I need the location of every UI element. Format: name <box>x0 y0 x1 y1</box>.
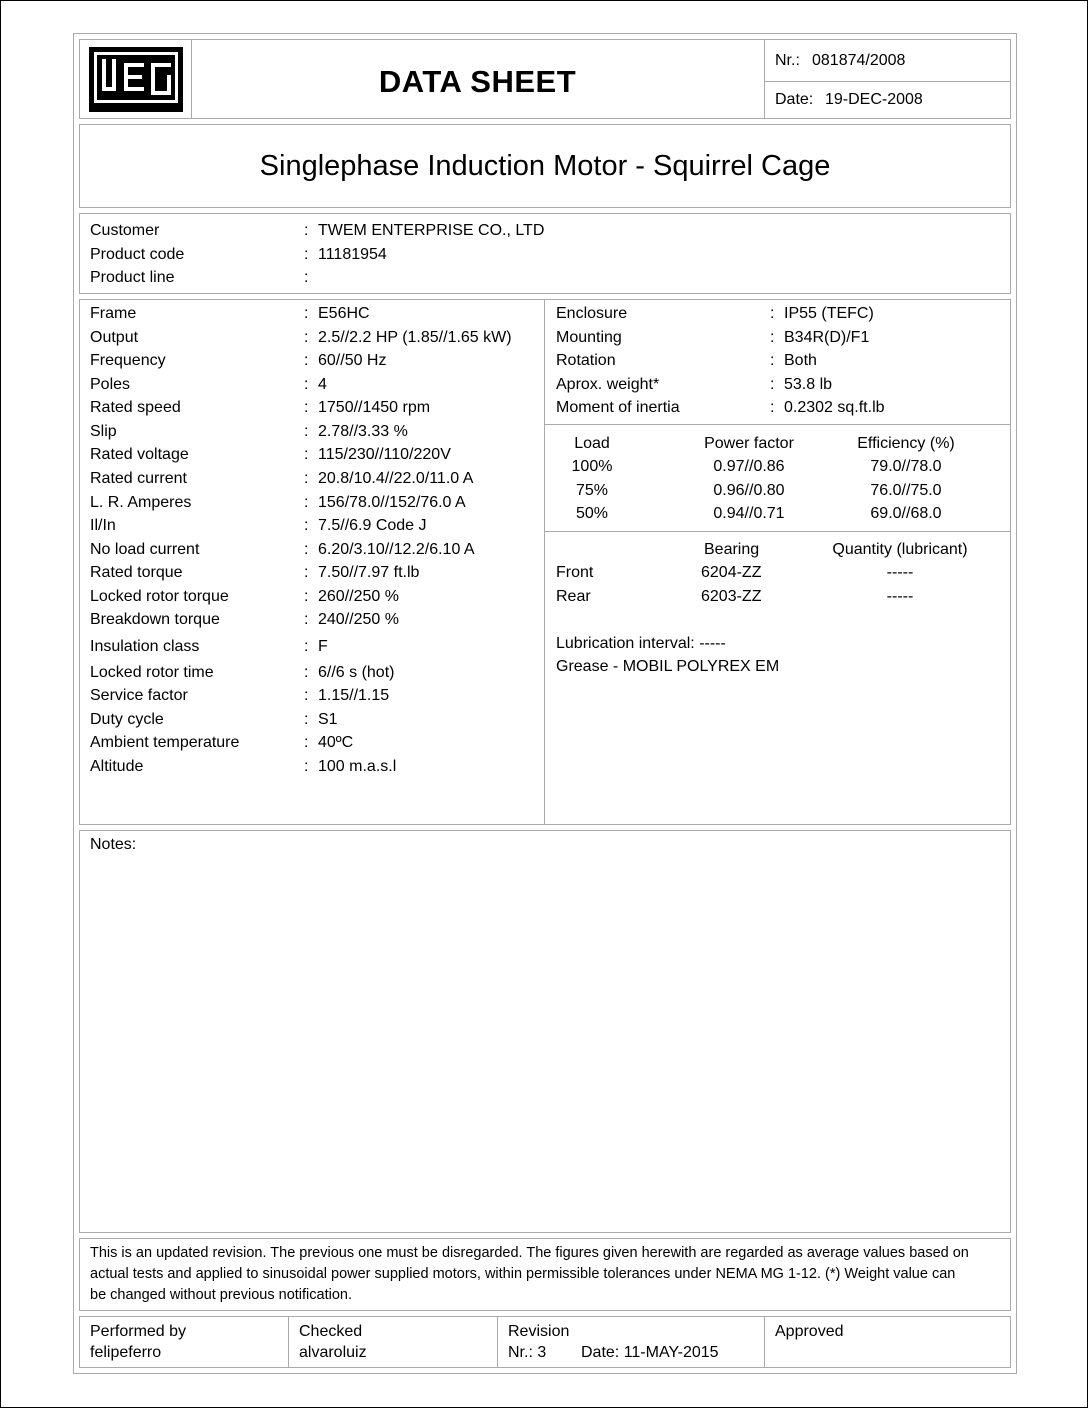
bearing-position: Rear <box>556 587 591 605</box>
load-table-cell: 79.0//78.0 <box>870 458 942 475</box>
customer-field-label: Product code <box>90 245 185 263</box>
spec-value: 60//50 Hz <box>318 352 387 369</box>
spec-label: Frame <box>90 305 137 322</box>
performed-by-value: felipeferro <box>90 1344 162 1361</box>
grease-type: Grease - MOBIL POLYREX EM <box>556 658 780 675</box>
spec-label: Rated voltage <box>90 446 189 463</box>
spec-label: No load current <box>90 541 200 558</box>
spec-value: 6.20/3.10//12.2/6.10 A <box>318 541 475 558</box>
spec-label: Rated torque <box>90 564 183 581</box>
separator: : <box>770 328 775 346</box>
separator: : <box>304 305 309 322</box>
spec-value: IP55 (TEFC) <box>784 305 874 322</box>
separator: : <box>304 494 309 511</box>
spec-value: S1 <box>318 711 338 728</box>
checked-value: alvaroluiz <box>299 1344 367 1361</box>
spec-label: Breakdown torque <box>90 611 220 628</box>
spec-value: 7.5//6.9 Code J <box>318 517 427 534</box>
spec-value: 240//250 % <box>318 611 399 628</box>
spec-value: 6//6 s (hot) <box>318 664 395 681</box>
spec-label: Enclosure <box>556 305 628 322</box>
spec-label: Aprox. weight* <box>556 375 660 393</box>
separator: : <box>304 399 309 416</box>
load-table-header: Efficiency (%) <box>857 435 955 452</box>
spec-label: Output <box>90 329 139 346</box>
spec-value: 7.50//7.97 ft.lb <box>318 564 420 581</box>
spec-label: Ambient temperature <box>90 734 240 751</box>
spec-value: 115/230//110/220V <box>318 446 451 463</box>
motor-type-title: Singlephase Induction Motor - Squirrel Cage <box>259 150 831 182</box>
spec-label: Frequency <box>90 352 166 369</box>
spec-value: 2.78//3.33 % <box>318 423 408 440</box>
separator: : <box>304 423 309 440</box>
spec-label: Duty cycle <box>90 711 164 728</box>
spec-value: 4 <box>318 376 327 393</box>
separator: : <box>304 470 309 487</box>
document-title: DATA SHEET <box>378 64 577 99</box>
separator: : <box>304 222 309 239</box>
bearing-code: 6204-ZZ <box>701 564 762 581</box>
disclaimer-line-2: actual tests and applied to sinusoidal power supplied motors, within permissible tolerances under NEMA MG 1-12. (*) Weight value can <box>90 1266 956 1282</box>
spec-label: Rotation <box>556 352 616 369</box>
separator: : <box>304 564 309 581</box>
customer-field-value: 11181954 <box>318 245 387 263</box>
spec-label: Il/In <box>90 517 116 534</box>
disclaimer-line-3: be changed without previous notification. <box>90 1287 352 1303</box>
load-table-cell: 69.0//68.0 <box>870 505 942 522</box>
spec-value: 156/78.0//152/76.0 A <box>318 494 466 511</box>
bearing-lubricant: ----- <box>886 564 914 581</box>
spec-value: 2.5//2.2 HP (1.85//1.65 kW) <box>318 329 512 346</box>
revision-number: Nr.: 3 <box>508 1344 547 1361</box>
spec-label: Mounting <box>556 328 622 346</box>
spec-label: Altitude <box>90 758 144 775</box>
bearing-position: Front <box>556 564 594 581</box>
weg-logo <box>89 47 183 112</box>
customer-box <box>79 213 1011 294</box>
separator: : <box>304 245 309 263</box>
lubrication-interval: Lubrication interval: ----- <box>556 635 726 652</box>
spec-label: Rated speed <box>90 399 181 416</box>
load-table-cell: 0.94//0.71 <box>713 505 785 522</box>
customer-field-value: TWEM ENTERPRISE CO., LTD <box>318 222 545 239</box>
doc-number-value: 081874/2008 <box>812 52 906 69</box>
bearing-lubricant: ----- <box>886 587 914 605</box>
separator: : <box>304 588 309 605</box>
separator: : <box>304 664 309 681</box>
doc-date-label: Date: <box>775 91 814 108</box>
load-table-cell: 0.96//0.80 <box>713 481 785 499</box>
checked-label: Checked <box>299 1323 363 1340</box>
spec-label: Poles <box>90 376 131 393</box>
separator: : <box>304 329 309 346</box>
load-table-header: Load <box>574 435 610 452</box>
disclaimer-line-1: This is an updated revision. The previous one must be disregarded. The figures given herewith are regarded as average values based on <box>90 1245 969 1261</box>
bearing-table-header: Quantity (lubricant) <box>832 541 968 558</box>
spec-value: Both <box>784 352 817 369</box>
spec-value: B34R(D)/F1 <box>784 328 870 346</box>
spec-value: 0.2302 sq.ft.lb <box>784 399 885 416</box>
separator: : <box>304 352 309 369</box>
bearing-code: 6203-ZZ <box>701 587 762 605</box>
notes-label: Notes: <box>90 836 137 853</box>
revision-date: Date: 11-MAY-2015 <box>581 1344 719 1361</box>
spec-value: 260//250 % <box>318 588 399 605</box>
load-table-cell: 0.97//0.86 <box>713 458 785 475</box>
spec-label: Service factor <box>90 687 188 704</box>
separator: : <box>304 687 309 704</box>
separator: : <box>770 375 775 393</box>
separator: : <box>304 541 309 558</box>
separator: : <box>770 352 775 369</box>
separator: : <box>304 711 309 728</box>
separator: : <box>304 638 309 655</box>
spec-value: F <box>318 638 328 655</box>
separator: : <box>304 376 309 393</box>
customer-field-label: Product line <box>90 269 175 286</box>
doc-number-label: Nr.: <box>775 52 800 69</box>
spec-value: 20.8/10.4//22.0/11.0 A <box>318 470 474 487</box>
spec-label: Insulation class <box>90 638 200 655</box>
separator: : <box>304 517 309 534</box>
spec-label: Slip <box>90 423 117 440</box>
spec-value: 1.15//1.15 <box>318 687 390 704</box>
separator: : <box>770 399 775 416</box>
spec-label: Moment of inertia <box>556 399 680 416</box>
spec-label: Locked rotor torque <box>90 588 229 605</box>
spec-label: Locked rotor time <box>90 664 214 681</box>
separator: : <box>304 758 309 775</box>
customer-field-label: Customer <box>90 222 160 239</box>
load-table-cell: 75% <box>575 481 609 499</box>
spec-value: 1750//1450 rpm <box>318 399 431 416</box>
bearing-table-header: Bearing <box>704 541 760 558</box>
load-table-cell: 50% <box>575 505 609 522</box>
spec-value: 40ºC <box>318 734 354 751</box>
separator: : <box>304 446 309 463</box>
notes-box <box>79 830 1011 1233</box>
spec-label: Rated current <box>90 470 187 487</box>
separator: : <box>770 305 775 322</box>
spec-value: E56HC <box>318 305 370 322</box>
separator: : <box>304 269 309 286</box>
spec-value: 53.8 lb <box>784 375 833 393</box>
spec-label: L. R. Amperes <box>90 494 192 511</box>
load-table-cell: 100% <box>571 458 613 475</box>
revision-label: Revision <box>508 1323 570 1340</box>
load-table-header: Power factor <box>704 435 794 452</box>
approved-label: Approved <box>775 1323 844 1340</box>
performed-by-label: Performed by <box>90 1323 187 1340</box>
load-table-cell: 76.0//75.0 <box>870 481 942 499</box>
separator: : <box>304 734 309 751</box>
spec-value: 100 m.a.s.l <box>318 758 397 775</box>
doc-date-value: 19-DEC-2008 <box>825 91 923 108</box>
separator: : <box>304 611 309 628</box>
